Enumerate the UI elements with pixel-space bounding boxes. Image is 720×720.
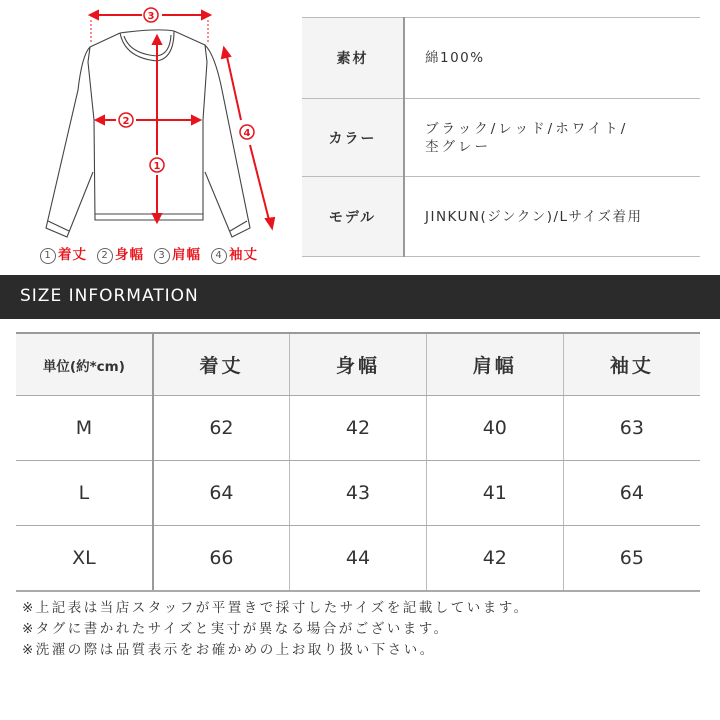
note-line: ※上記表は当店スタッフが平置きで採寸したサイズを記載しています。 [22,600,530,616]
marker-1: 1 [153,161,161,172]
legend-item-body-width: 2 身幅 [97,243,144,263]
note-line: ※洗濯の際は品質表示をお確かめの上お取り扱い下さい。 [22,642,436,658]
cell: 64 [563,461,700,526]
spec-key: カラー [302,99,404,177]
note-line: ※タグに書かれたサイズと実寸が異なる場合がございます。 [22,621,450,637]
cell: 41 [426,461,563,526]
cell: 65 [563,526,700,592]
table-row [16,461,700,526]
size-label: L [16,461,153,526]
banner-title: SIZE INFORMATION [20,286,199,306]
header-body-width: 身幅 [290,333,427,396]
cell: 43 [290,461,427,526]
garment-measurement-diagram [0,0,300,270]
cell: 64 [153,461,290,526]
marker-3: 3 [147,11,155,22]
marker-4: 4 [243,128,251,139]
spec-row-color [302,99,700,177]
size-label: M [16,396,153,461]
cell: 44 [290,526,427,592]
marker-2: 2 [122,116,130,127]
size-information-banner [0,275,720,319]
spec-value: JINKUN(ジンクン)/Lサイズ着用 [404,177,700,257]
header-length: 着丈 [153,333,290,396]
size-label: XL [16,526,153,592]
measurement-legend [40,243,280,263]
table-row [16,526,700,592]
notes [22,598,530,661]
cell: 42 [290,396,427,461]
spec-value: 綿100% [404,18,700,99]
table-row [16,396,700,461]
cell: 42 [426,526,563,592]
header-unit: 単位(約*cm) [16,333,153,396]
legend-item-shoulder-width: 3 肩幅 [154,243,201,263]
size-table-header [16,333,700,396]
product-spec-table [302,17,700,257]
tshirt-outline-icon [0,0,300,270]
size-table [16,332,700,592]
cell: 40 [426,396,563,461]
cell: 62 [153,396,290,461]
spec-value: ブラック/レッド/ホワイト/ 杢グレー [404,99,700,177]
cell: 63 [563,396,700,461]
spec-row-model [302,177,700,257]
legend-item-length: 1 着丈 [40,243,87,263]
spec-key: 素材 [302,18,404,99]
header-sleeve-length: 袖丈 [563,333,700,396]
spec-row-material [302,18,700,99]
header-shoulder-width: 肩幅 [426,333,563,396]
cell: 66 [153,526,290,592]
spec-key: モデル [302,177,404,257]
legend-item-sleeve-length: 4 袖丈 [211,243,258,263]
